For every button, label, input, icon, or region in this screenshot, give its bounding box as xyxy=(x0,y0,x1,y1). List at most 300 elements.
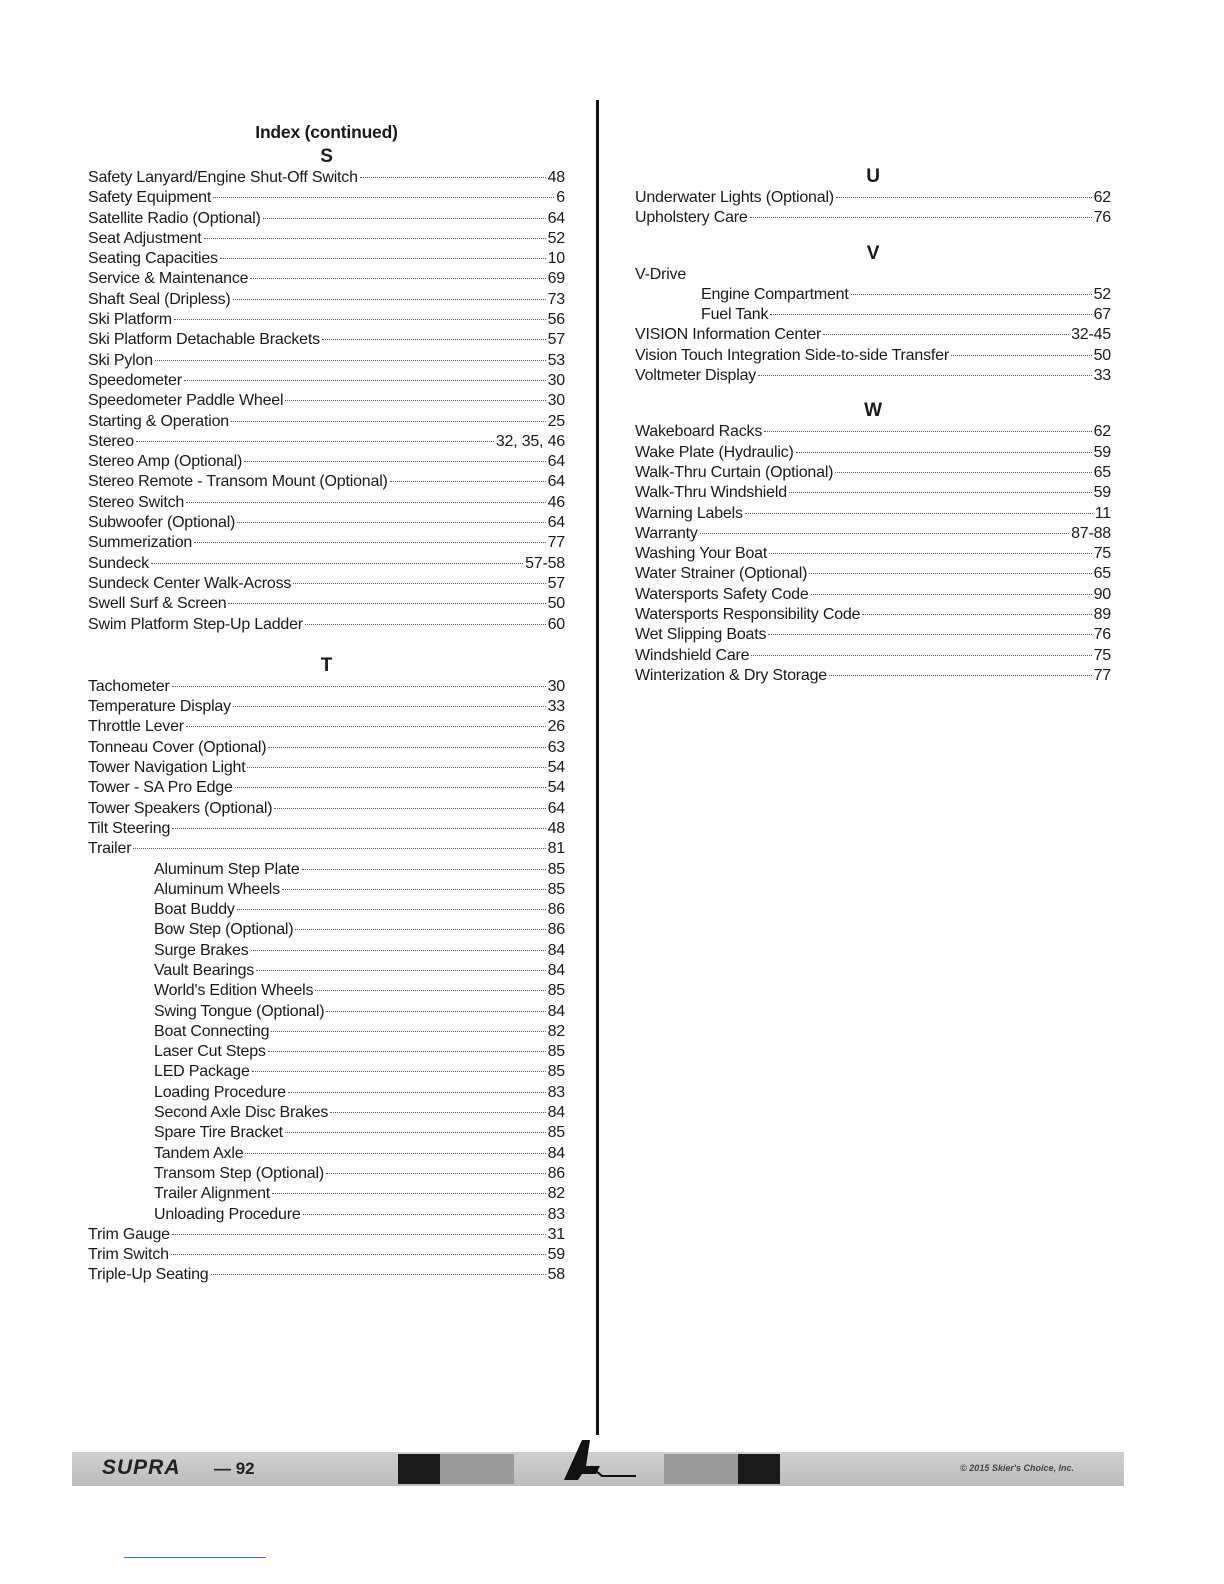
index-entry-page: 10 xyxy=(547,250,565,268)
dot-leader xyxy=(244,460,545,462)
index-entry xyxy=(88,391,565,411)
index-entry-page: 90 xyxy=(1093,585,1111,603)
index-entry-label: Swim Platform Step-Up Ladder xyxy=(88,615,303,633)
dot-leader xyxy=(326,1172,546,1174)
index-entry-page: 64 xyxy=(547,209,565,227)
index-entry-label: Windshield Care xyxy=(635,646,750,664)
dot-leader xyxy=(184,379,546,381)
index-entry-label: Wet Slipping Boats xyxy=(635,626,767,644)
index-entry-label: Vision Touch Integration Side-to-side Transfer xyxy=(635,346,949,364)
index-entry-label: Service & Maintenance xyxy=(88,270,249,288)
index-entry-page: 6 xyxy=(556,189,565,207)
index-entry xyxy=(88,290,565,310)
index-entry-label: Wake Plate (Hydraulic) xyxy=(635,443,794,461)
index-entry-label: Warning Labels xyxy=(635,504,743,522)
page-number: — 92 xyxy=(214,1459,255,1478)
index-entry-label: Walk-Thru Curtain (Optional) xyxy=(635,463,834,481)
index-entry-label: Ski Pylon xyxy=(88,351,153,369)
index-entry-label: Tachometer xyxy=(88,677,170,695)
index-entry-label: Stereo Switch xyxy=(88,493,185,511)
dot-leader xyxy=(274,807,545,809)
index-entry xyxy=(635,564,1111,584)
dot-leader xyxy=(252,1070,546,1072)
index-entry-page: 67 xyxy=(1093,306,1111,324)
section-gap xyxy=(635,229,1111,243)
index-entry xyxy=(88,229,565,249)
index-entry-label: Shaft Seal (Dripless) xyxy=(88,290,231,308)
index-entry xyxy=(88,738,565,758)
index-entry xyxy=(88,880,565,900)
index-entry xyxy=(88,1164,565,1184)
index-entry-page: 60 xyxy=(547,615,565,633)
dot-leader xyxy=(303,1213,546,1215)
index-entry xyxy=(88,677,565,697)
index-entry-page: 86 xyxy=(547,921,565,939)
index-entry xyxy=(88,1245,565,1265)
dot-leader xyxy=(285,1131,546,1133)
index-entry xyxy=(88,1083,565,1103)
dot-leader xyxy=(764,430,1091,432)
index-entry xyxy=(88,472,565,492)
index-entry-page: 89 xyxy=(1093,606,1111,624)
dot-leader xyxy=(245,1152,545,1154)
index-entry-page: 76 xyxy=(1093,209,1111,227)
index-entry xyxy=(635,524,1111,544)
index-entry-page: 32, 35, 46 xyxy=(495,432,565,450)
dot-leader xyxy=(360,176,546,178)
dot-leader xyxy=(194,541,545,543)
index-entry xyxy=(88,452,565,472)
section-gap xyxy=(635,386,1111,400)
index-entry xyxy=(88,1265,565,1285)
index-entry-label: Fuel Tank xyxy=(701,306,769,324)
index-entry xyxy=(635,666,1111,686)
dot-leader xyxy=(322,338,546,340)
dot-leader xyxy=(250,277,545,279)
dot-leader xyxy=(835,471,1091,473)
dot-leader xyxy=(228,602,545,604)
index-entry-label: Tonneau Cover (Optional) xyxy=(88,738,267,756)
index-entry-label: Tandem Axle xyxy=(154,1144,244,1162)
index-entry-page: 50 xyxy=(547,595,565,613)
left-index-column xyxy=(88,118,565,1286)
index-entry-page: 46 xyxy=(547,493,565,511)
index-entry-label: Tower - SA Pro Edge xyxy=(88,779,233,797)
index-entry-label: LED Package xyxy=(154,1063,250,1081)
index-entry-page: 64 xyxy=(547,453,565,471)
index-entry-page: 85 xyxy=(547,880,565,898)
index-entry xyxy=(88,594,565,614)
index-entry-label: Surge Brakes xyxy=(154,941,249,959)
index-entry xyxy=(635,625,1111,645)
dot-leader xyxy=(951,354,1092,356)
dot-leader xyxy=(186,725,546,727)
index-entry-page: 65 xyxy=(1093,463,1111,481)
index-entry-page: 85 xyxy=(547,982,565,1000)
index-entry-label: Sundeck xyxy=(88,554,149,572)
index-entry-page: 84 xyxy=(547,1144,565,1162)
index-entry-page: 64 xyxy=(547,799,565,817)
index-entry xyxy=(635,504,1111,524)
index-entry-label: Safety Equipment xyxy=(88,189,212,207)
index-entry-label: Stereo xyxy=(88,432,134,450)
index-entry-page: 87-88 xyxy=(1071,524,1111,542)
index-entry-label: Ski Platform Detachable Brackets xyxy=(88,331,320,349)
index-entry xyxy=(635,646,1111,666)
dot-leader xyxy=(237,908,546,910)
index-entry-page: 62 xyxy=(1093,189,1111,206)
dot-leader xyxy=(862,613,1091,615)
dot-leader xyxy=(211,1273,546,1275)
index-entry-label: Water Strainer (Optional) xyxy=(635,565,808,583)
index-entry-page: 84 xyxy=(547,961,565,979)
dot-leader xyxy=(768,633,1091,635)
index-entry-page: 76 xyxy=(1093,626,1111,644)
index-entry-page: 69 xyxy=(547,270,565,288)
index-entry xyxy=(635,463,1111,483)
dot-leader xyxy=(155,359,546,361)
dot-leader xyxy=(809,572,1091,574)
index-entry-label: Stereo Amp (Optional) xyxy=(88,453,243,471)
dot-leader xyxy=(750,216,1092,218)
index-entry-page: 85 xyxy=(547,1124,565,1142)
index-entry-label: Tower Navigation Light xyxy=(88,759,246,777)
dot-leader xyxy=(836,196,1092,198)
index-entry xyxy=(635,483,1111,503)
dot-leader xyxy=(829,674,1092,676)
index-entry-label: Trim Gauge xyxy=(88,1225,170,1243)
index-entry-page: 52 xyxy=(547,229,565,247)
index-entry xyxy=(88,839,565,859)
dot-leader xyxy=(272,1192,546,1194)
index-entry-label: World's Edition Wheels xyxy=(154,982,314,1000)
index-entry-page: 83 xyxy=(547,1205,565,1223)
index-entry-label: Triple-Up Seating xyxy=(88,1266,209,1284)
index-entry-label: Tower Speakers (Optional) xyxy=(88,799,273,817)
column-divider xyxy=(596,100,599,1435)
dot-leader xyxy=(268,1050,546,1052)
index-entry-page: 85 xyxy=(547,1063,565,1081)
index-entry-label: Ski Platform xyxy=(88,311,172,329)
index-entry-page: 30 xyxy=(547,392,565,410)
index-entry-label: Speedometer Paddle Wheel xyxy=(88,392,284,410)
right-sections xyxy=(635,166,1111,686)
index-entry xyxy=(635,208,1111,228)
dot-leader xyxy=(295,928,545,930)
index-entry-page: 59 xyxy=(1093,484,1111,502)
dot-leader xyxy=(233,298,546,300)
footer-dark-block xyxy=(398,1454,440,1484)
index-entry-label: Stereo Remote - Transom Mount (Optional) xyxy=(88,473,388,491)
index-entry-page: 81 xyxy=(547,840,565,858)
index-entry xyxy=(88,717,565,737)
index-entry xyxy=(635,422,1111,442)
index-entry-label: Engine Compartment xyxy=(701,285,849,303)
index-entry-label: Seating Capacities xyxy=(88,250,218,268)
footer-link-underline xyxy=(124,1557,266,1558)
index-entry-page: 75 xyxy=(1093,545,1111,563)
index-entry-label: Trim Switch xyxy=(88,1246,169,1264)
index-entry xyxy=(88,1062,565,1082)
index-entry-page: 64 xyxy=(547,514,565,532)
dot-leader xyxy=(263,217,546,219)
index-entry xyxy=(88,1144,565,1164)
index-entry-label: Laser Cut Steps xyxy=(154,1043,266,1061)
dot-leader xyxy=(256,969,546,971)
index-entry-label: Unloading Procedure xyxy=(154,1205,301,1223)
index-entry xyxy=(635,325,1111,345)
index-entry-page: 33 xyxy=(547,698,565,716)
dot-leader xyxy=(172,685,546,687)
index-entry-label: Wakeboard Racks xyxy=(635,423,763,441)
index-entry xyxy=(635,443,1111,463)
index-entry xyxy=(88,330,565,350)
dot-leader xyxy=(302,868,546,870)
index-entry xyxy=(88,574,565,594)
dot-leader xyxy=(204,237,546,239)
index-entry xyxy=(88,1022,565,1042)
index-entry-page: 54 xyxy=(547,779,565,797)
index-entry-label: Starting & Operation xyxy=(88,412,229,430)
dot-leader xyxy=(247,766,545,768)
section-gap xyxy=(88,635,565,655)
index-entry-page: 86 xyxy=(547,1164,565,1182)
index-entry-page: 86 xyxy=(547,901,565,919)
dot-leader xyxy=(700,532,1069,534)
index-entry-label: Underwater Lights (Optional) xyxy=(635,189,834,206)
page-title: Index (continued) xyxy=(255,122,398,142)
index-entry-label: Bow Step (Optional) xyxy=(154,921,294,939)
index-entry-page: 63 xyxy=(547,738,565,756)
index-entry-label: Boat Buddy xyxy=(154,901,235,919)
index-entry-page: 54 xyxy=(547,759,565,777)
index-entry-page: 58 xyxy=(547,1266,565,1284)
section-letter: V xyxy=(866,242,880,264)
dot-leader xyxy=(174,318,546,320)
dot-leader xyxy=(186,501,545,503)
index-entry xyxy=(88,961,565,981)
footer-grey-block xyxy=(440,1454,514,1484)
index-entry-page: 48 xyxy=(547,169,565,186)
index-entry xyxy=(635,285,1111,305)
index-entry-page: 62 xyxy=(1093,423,1111,441)
index-entry-label: Tilt Steering xyxy=(88,819,171,837)
index-entry xyxy=(88,900,565,920)
dot-leader xyxy=(330,1111,545,1113)
index-entry-label: Boat Connecting xyxy=(154,1022,270,1040)
dot-leader xyxy=(220,257,546,259)
index-entry-label: Winterization & Dry Storage xyxy=(635,666,828,684)
index-entry xyxy=(88,697,565,717)
dot-leader xyxy=(789,491,1092,493)
index-entry-page: 31 xyxy=(547,1225,565,1243)
index-entry-page: 53 xyxy=(547,351,565,369)
dot-leader xyxy=(235,786,546,788)
index-entry-label: Walk-Thru Windshield xyxy=(635,484,787,502)
index-entry-page: 57-58 xyxy=(525,554,565,572)
index-entry-page: 30 xyxy=(547,677,565,695)
index-entry xyxy=(88,554,565,574)
index-entry-page: 56 xyxy=(547,311,565,329)
index-entry xyxy=(635,605,1111,625)
index-entry-page: 33 xyxy=(1093,367,1111,385)
index-entry xyxy=(88,799,565,819)
index-entry-label: Speedometer xyxy=(88,371,182,389)
dot-leader xyxy=(172,1233,546,1235)
index-entry-page: 48 xyxy=(547,819,565,837)
index-entry xyxy=(88,860,565,880)
index-entry xyxy=(88,533,565,553)
index-entry-label: Second Axle Disc Brakes xyxy=(154,1104,329,1122)
index-entry-label: Satellite Radio (Optional) xyxy=(88,209,261,227)
index-entry-label: Trailer xyxy=(88,840,132,858)
index-entry-page: 11 xyxy=(1094,504,1111,522)
dot-leader xyxy=(285,399,545,401)
index-entry-page: 84 xyxy=(547,941,565,959)
dot-leader xyxy=(271,1030,545,1032)
index-entry-label: Warranty xyxy=(635,524,698,542)
footer-grey-block xyxy=(664,1454,738,1484)
index-entry-page: 83 xyxy=(547,1083,565,1101)
dot-leader xyxy=(293,582,545,584)
dot-leader xyxy=(811,593,1092,595)
index-entry xyxy=(635,366,1111,386)
dot-leader xyxy=(315,989,545,991)
index-entry xyxy=(88,1184,565,1204)
index-entry xyxy=(88,249,565,269)
index-entry xyxy=(88,269,565,289)
index-entry-label: Loading Procedure xyxy=(154,1083,286,1101)
index-entry-page: 25 xyxy=(547,412,565,430)
index-entry xyxy=(635,305,1111,325)
dot-leader xyxy=(282,888,546,890)
index-entry-page: 85 xyxy=(547,1043,565,1061)
index-entry xyxy=(88,1042,565,1062)
supra-a-logo-icon xyxy=(560,1436,640,1484)
index-entry xyxy=(635,265,1111,285)
index-entry-label: Sundeck Center Walk-Across xyxy=(88,574,292,592)
index-entry-label: Swell Surf & Screen xyxy=(88,595,227,613)
dot-leader xyxy=(796,451,1092,453)
index-entry-page: 26 xyxy=(547,718,565,736)
index-entry xyxy=(88,1123,565,1143)
brand-name: SUPRA xyxy=(102,1456,181,1479)
left-sections xyxy=(88,146,565,1286)
index-entry xyxy=(88,168,565,188)
dot-leader xyxy=(172,827,545,829)
dot-leader xyxy=(171,1253,546,1255)
index-entry xyxy=(88,493,565,513)
index-entry-page: 85 xyxy=(547,860,565,878)
dot-leader xyxy=(133,847,545,849)
index-entry-label: Throttle Lever xyxy=(88,718,184,736)
index-entry-page: 32-45 xyxy=(1071,326,1111,344)
index-entry-page: 59 xyxy=(1093,443,1111,461)
index-entry-label: Safety Lanyard/Engine Shut-Off Switch xyxy=(88,169,358,186)
dot-leader xyxy=(851,293,1092,295)
index-entry-page: 82 xyxy=(547,1022,565,1040)
index-entry xyxy=(88,513,565,533)
dot-leader xyxy=(769,552,1091,554)
dot-leader xyxy=(326,1010,545,1012)
index-entry-page: 84 xyxy=(547,1002,565,1020)
index-entry xyxy=(635,346,1111,366)
dot-leader xyxy=(213,196,554,198)
index-entry xyxy=(88,941,565,961)
index-entry-label: Transom Step (Optional) xyxy=(154,1164,324,1182)
index-entry-page: 59 xyxy=(547,1246,565,1264)
dot-leader xyxy=(237,521,545,523)
index-entry xyxy=(88,412,565,432)
right-index-column xyxy=(635,166,1111,686)
index-entry-page: 84 xyxy=(547,1104,565,1122)
section-letter: W xyxy=(864,400,882,422)
index-entry xyxy=(88,758,565,778)
index-entry-label: Aluminum Wheels xyxy=(154,880,280,898)
index-entry xyxy=(88,1002,565,1022)
index-entry-label: Vault Bearings xyxy=(154,961,255,979)
section-letter: S xyxy=(320,146,333,167)
index-entry-label: Seat Adjustment xyxy=(88,229,202,247)
index-entry-label: Spare Tire Bracket xyxy=(154,1124,283,1142)
index-entry xyxy=(88,1103,565,1123)
index-entry-page: 77 xyxy=(1093,666,1111,684)
index-entry-label: V-Drive xyxy=(635,265,687,283)
dot-leader xyxy=(136,440,494,442)
index-entry xyxy=(635,544,1111,564)
index-entry xyxy=(635,585,1111,605)
section-letter: T xyxy=(320,654,333,676)
index-entry-page: 73 xyxy=(547,290,565,308)
page-footer xyxy=(72,1452,1124,1486)
dot-leader xyxy=(770,313,1091,315)
index-entry xyxy=(88,432,565,452)
index-entry xyxy=(88,351,565,371)
index-entry xyxy=(88,819,565,839)
index-entry-page: 75 xyxy=(1093,646,1111,664)
index-entry-label: Aluminum Step Plate xyxy=(154,860,300,878)
index-entry xyxy=(88,615,565,635)
index-entry xyxy=(88,778,565,798)
index-entry-label: VISION Information Center xyxy=(635,326,822,344)
index-entry xyxy=(88,188,565,208)
index-entry-label: Temperature Display xyxy=(88,698,231,716)
index-entry-page: 30 xyxy=(547,371,565,389)
footer-dark-block xyxy=(738,1454,780,1484)
index-entry xyxy=(88,209,565,229)
index-entry xyxy=(88,1225,565,1245)
index-entry-label: Watersports Responsibility Code xyxy=(635,606,861,624)
index-entry xyxy=(88,981,565,1001)
index-entry-label: Upholstery Care xyxy=(635,209,748,227)
index-entry-label: Trailer Alignment xyxy=(154,1185,271,1203)
index-entry-page: 52 xyxy=(1093,285,1111,303)
dot-leader xyxy=(751,654,1091,656)
dot-leader xyxy=(233,705,546,707)
index-entry-label: Voltmeter Display xyxy=(635,367,757,385)
index-entry-page: 57 xyxy=(547,574,565,592)
dot-leader xyxy=(151,562,523,564)
index-entry-page: 57 xyxy=(547,331,565,349)
index-entry-page: 82 xyxy=(547,1185,565,1203)
index-entry-page: 50 xyxy=(1093,346,1111,364)
index-entry-label: Watersports Safety Code xyxy=(635,585,809,603)
index-entry xyxy=(88,920,565,940)
dot-leader xyxy=(758,374,1092,376)
index-entry xyxy=(88,1205,565,1225)
index-entry xyxy=(88,371,565,391)
dot-leader xyxy=(288,1091,546,1093)
